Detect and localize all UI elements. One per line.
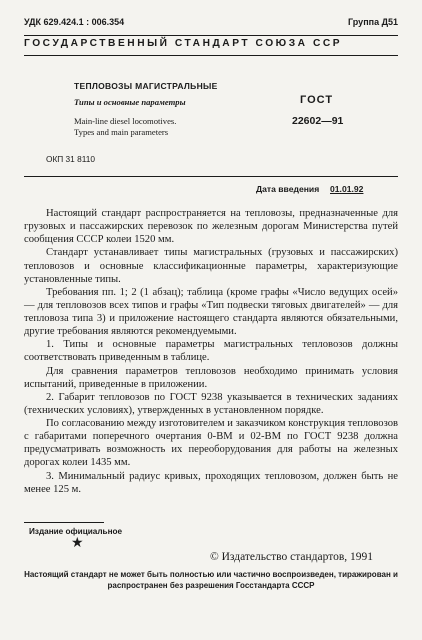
gost-number: 22602—91 — [292, 115, 344, 127]
english-title-line-1: Main-line diesel locomotives. — [74, 116, 177, 126]
official-rule — [24, 522, 104, 523]
document-subtitle: Типы и основные параметры — [74, 97, 186, 107]
paragraph: 1. Типы и основные параметры магистральных тепловозов должны соответствовать приведенным в таблице. — [24, 339, 398, 364]
paragraph: Настоящий стандарт распространяется на тепловозы, предназначенные для грузовых и пассажирских перевозок по железным дорогам Министерства путей сообщения СССР колеи 1520 мм. — [24, 208, 398, 246]
document-title: ТЕПЛОВОЗЫ МАГИСТРАЛЬНЫЕ — [74, 81, 218, 91]
header-rule — [24, 55, 398, 56]
copyright-notice: Настоящий стандарт не может быть полностью или частично воспроизведен, тиражирован и распространен без разрешения Госстандарта СССР — [24, 570, 398, 590]
paragraph: Для сравнения параметров тепловозов необходимо принимать условия испытаний, приведенные в приложении. — [24, 365, 398, 390]
top-rule — [24, 35, 398, 36]
body-text — [24, 207, 398, 496]
udk-code: УДК 629.424.1 : 006.354 — [24, 17, 125, 27]
section-rule — [24, 176, 398, 177]
date-label: Дата введения — [256, 184, 320, 194]
paragraph: 3. Минимальный радиус кривых, проходящих тепловозом, должен быть не менее 125 м. — [24, 470, 398, 495]
english-title-line-2: Types and main parameters — [74, 127, 169, 137]
official-edition-label: Издание официальное — [29, 527, 123, 536]
paragraph: По согласованию между изготовителем и заказчиком конструкция тепловозов с габаритами поперечного очертания 0-ВМ и 02-ВМ по ГОСТ 9238 должна предусматривать возможность их переоборудования для работы на железных дорогах колеи 1435 мм. — [24, 418, 398, 469]
standard-title: ГОСУДАРСТВЕННЫЙ СТАНДАРТ СОЮЗА ССР — [24, 38, 343, 49]
paragraph: 2. Габарит тепловозов по ГОСТ 9238 указывается в технических заданиях (технических условиях), утвержденных в установленном порядке. — [24, 391, 398, 416]
paragraph: Требования пп. 1; 2 (1 абзац); таблица (кроме графы «Число ведущих осей» — для тепловозов всех типов и графы «Тип подвески тяговых двигателей» — для тепловоза типа 3) и приложение настоящего стандарта являются обязательными, другие требования являются рекомендуемыми. — [24, 286, 398, 338]
star-icon: ★ — [71, 536, 84, 551]
date-value: 01.01.92 — [330, 184, 364, 194]
paragraph: Стандарт устанавливает типы магистральных (грузовых и пассажирских) тепловозов и основные классификационные параметры, характеризующие установленные типы. — [24, 247, 398, 285]
publisher-copyright: © Издательство стандартов, 1991 — [210, 551, 374, 563]
gost-label: ГОСТ — [300, 94, 334, 106]
okp-code: ОКП 31 8110 — [46, 154, 95, 164]
group-code: Группа Д51 — [348, 17, 398, 27]
